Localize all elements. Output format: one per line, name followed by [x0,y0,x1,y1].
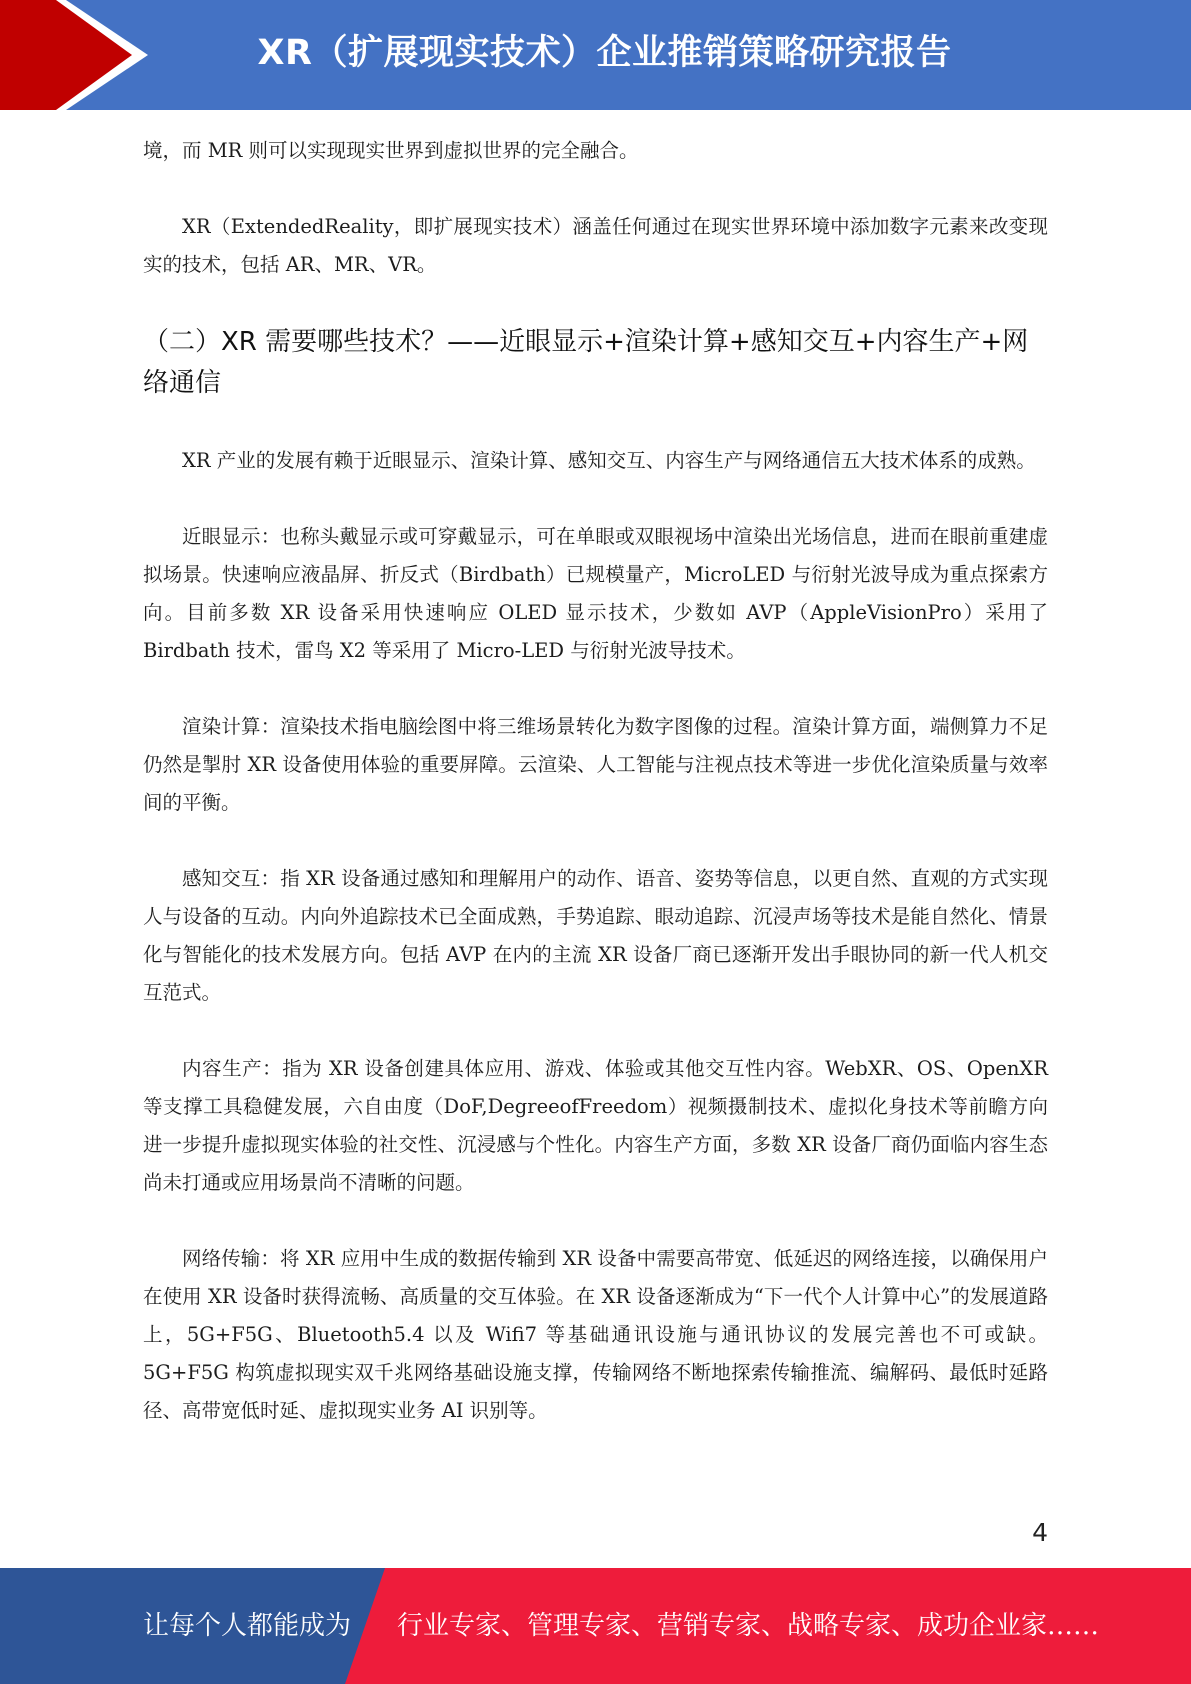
page-footer [0,1568,1191,1684]
paragraph-xr-industry: XR 产业的发展有赖于近眼显示、渲染计算、感知交互、内容生产与网络通信五大技术体系的成熟。 [182,449,1036,472]
page-header [0,0,1191,110]
page-number: 4 [1032,1518,1048,1547]
document-body [143,132,1048,1430]
paragraph-perception-interaction: 感知交互：指 XR 设备通过感知和理解用户的动作、语音、姿势等信息，以更自然、直观的方式实现人与设备的互动。内向外追踪技术已全面成熟，手势追踪、眼动追踪、沉浸声场等技术是能自然化、情景化与智能化的技术发展方向。包括 AVP 在内的主流 XR 设备厂商已逐渐开发出手眼协同的新一代人机交互范式。 [143,867,1048,1004]
paragraph-content-production: 内容生产：指为 XR 设备创建具体应用、游戏、体验或其他交互性内容。WebXR、OS、OpenXR 等支撑工具稳健发展，六自由度（DoF,DegreeofFreedom）视频摄制技术、虚拟化身技术等前瞻方向进一步提升虚拟现实体验的社交性、沉浸感与个性化。内容生产方面，多数 XR 设备厂商仍面临内容生态尚未打通或应用场景尚不清晰的问题。 [143,1057,1048,1194]
report-title: XR（扩展现实技术）企业推销策略研究报告 [257,33,952,73]
paragraph-network-transmission: 网络传输：将 XR 应用中生成的数据传输到 XR 设备中需要高带宽、低延迟的网络连接，以确保用户在使用 XR 设备时获得流畅、高质量的交互体验。在 XR 设备逐渐成为“下一代个人计算中心”的发展道路上，5G+F5G、Bluetooth5.4 以及 Wifi7 等基础通讯设施与通讯协议的发展完善也不可或缺。5G+F5G 构筑虚拟现实双千兆网络基础设施支撑，传输网络不断地探索传输推流、编解码、最低时延路径、高带宽低时延、虚拟现实业务 AI 识别等。 [143,1247,1048,1422]
paragraph-near-eye-display: 近眼显示：也称头戴显示或可穿戴显示，可在单眼或双眼视场中渲染出光场信息，进而在眼前重建虚拟场景。快速响应液晶屏、折反式（Birdbath）已规模量产，MicroLED 与衍射光波导成为重点探索方向。目前多数 XR 设备采用快速响应 OLED 显示技术，少数如 AVP（AppleVisionPro）采用了 Birdbath 技术，雷鸟 X2 等采用了 Micro-LED 与衍射光波导技术。 [143,525,1048,662]
paragraph-continuation: 境，而 MR 则可以实现现实世界到虚拟世界的完全融合。 [143,139,639,162]
section-heading: （二）XR 需要哪些技术？——近眼显示+渲染计算+感知交互+内容生产+网络通信 [143,327,1029,398]
footer-slogan-left: 让每个人都能成为 [143,1611,352,1641]
footer-slogan-right: 行业专家、管理专家、营销专家、战略专家、成功企业家…… [397,1611,1100,1641]
paragraph-rendering: 渲染计算：渲染技术指电脑绘图中将三维场景转化为数字图像的过程。渲染计算方面，端侧算力不足仍然是掣肘 XR 设备使用体验的重要屏障。云渲染、人工智能与注视点技术等进一步优化渲染质量与效率间的平衡。 [143,715,1048,814]
paragraph-xr-definition: XR（ExtendedReality，即扩展现实技术）涵盖任何通过在现实世界环境中添加数字元素来改变现实的技术，包括 AR、MR、VR。 [143,215,1048,276]
